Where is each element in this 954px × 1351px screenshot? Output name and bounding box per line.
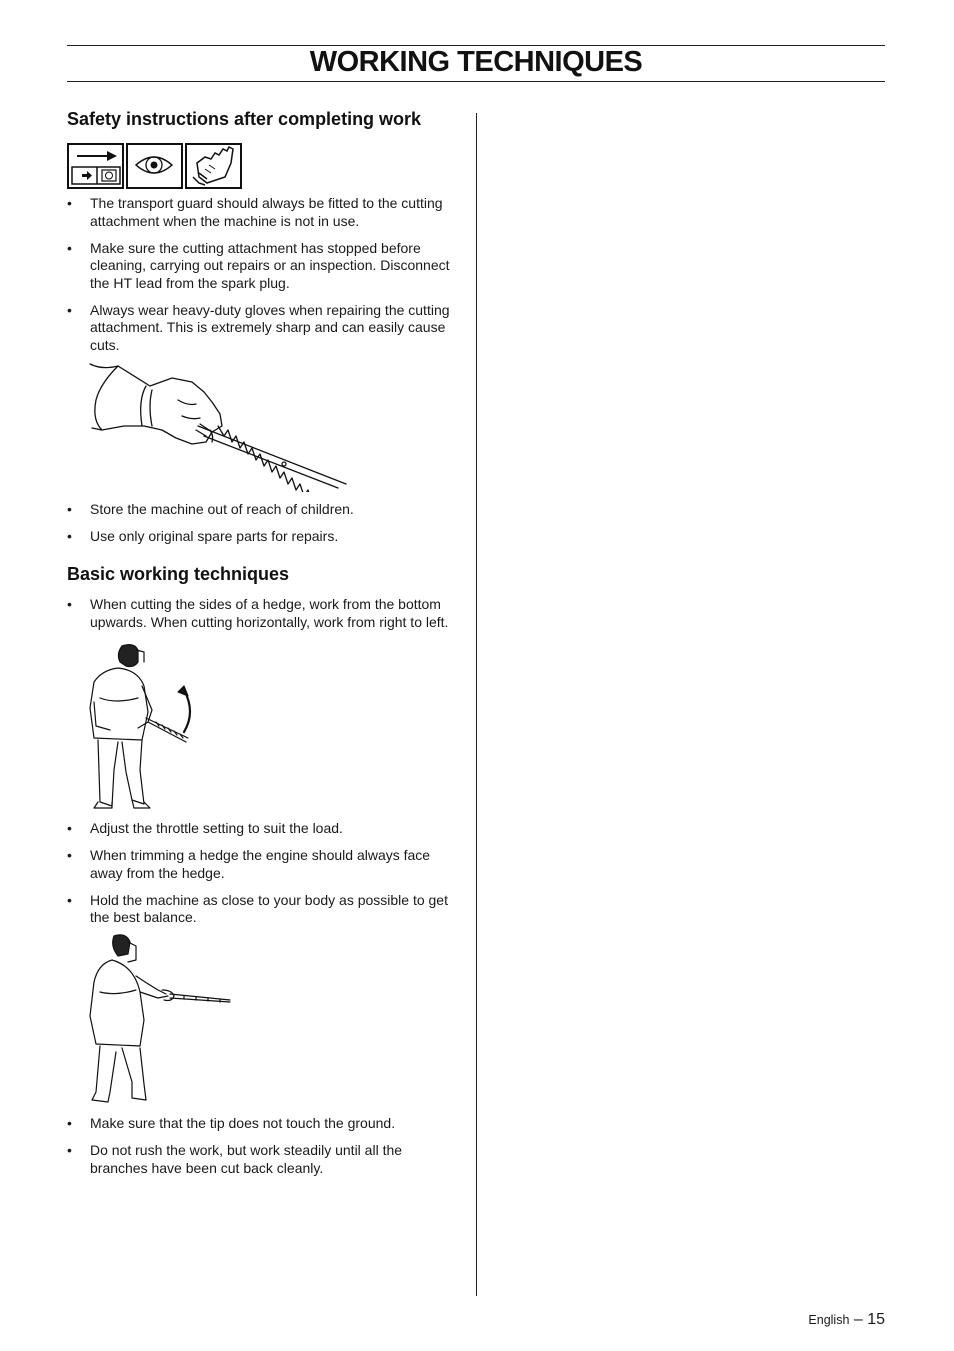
list-item: • When cutting the sides of a hedge, work from the bottom upwards. When cutting horizontally, work from right to left. [67,596,462,631]
page-title: WORKING TECHNIQUES [309,46,643,78]
list-item: • Store the machine out of reach of children. [67,501,462,519]
list-item: • Make sure that the tip does not touch the ground. [67,1115,462,1133]
section-heading-basic: Basic working techniques [67,564,290,584]
column-divider [476,113,477,1296]
list-item: • Make sure the cutting attachment has stopped before cleaning, carrying out repairs or an inspection. Disconnect the HT lead from the spark plug. [67,240,462,293]
list-item: • Adjust the throttle setting to suit the load. [67,820,462,838]
list-item: • When trimming a hedge the engine should always face away from the hedge. [67,847,462,882]
basic-bullets-a [67,596,462,641]
section-heading-safety: Safety instructions after completing work [67,109,422,129]
footer-language: English [808,1313,850,1327]
transport-guard-icon [68,144,123,188]
eye-protection-icon [127,144,182,188]
safety-icon-strip [67,143,243,189]
page-number: – 15 [853,1311,885,1328]
safety-bullets-a [67,195,462,364]
title-underline [67,81,885,82]
list-item: • Always wear heavy-duty gloves when repairing the cutting attachment. This is extremely sharp and can easily cause cuts. [67,302,462,355]
safety-bullets-b [67,501,462,555]
basic-bullets-c [67,1115,462,1187]
list-item: • The transport guard should always be fitted to the cutting attachment when the machine is not in use. [67,195,462,230]
horizontal-cutting-illustration [88,932,232,1106]
list-item: • Do not rush the work, but work steadily until all the branches have been cut back cleanly. [67,1142,462,1177]
list-item: • Use only original spare parts for repairs. [67,528,462,546]
page-footer [808,1311,885,1329]
list-item: • Hold the machine as close to your body as possible to get the best balance. [67,892,462,927]
gloves-icon [186,144,241,188]
glove-blade-illustration [88,360,358,492]
side-cutting-illustration [86,642,198,810]
basic-bullets-b [67,820,462,936]
